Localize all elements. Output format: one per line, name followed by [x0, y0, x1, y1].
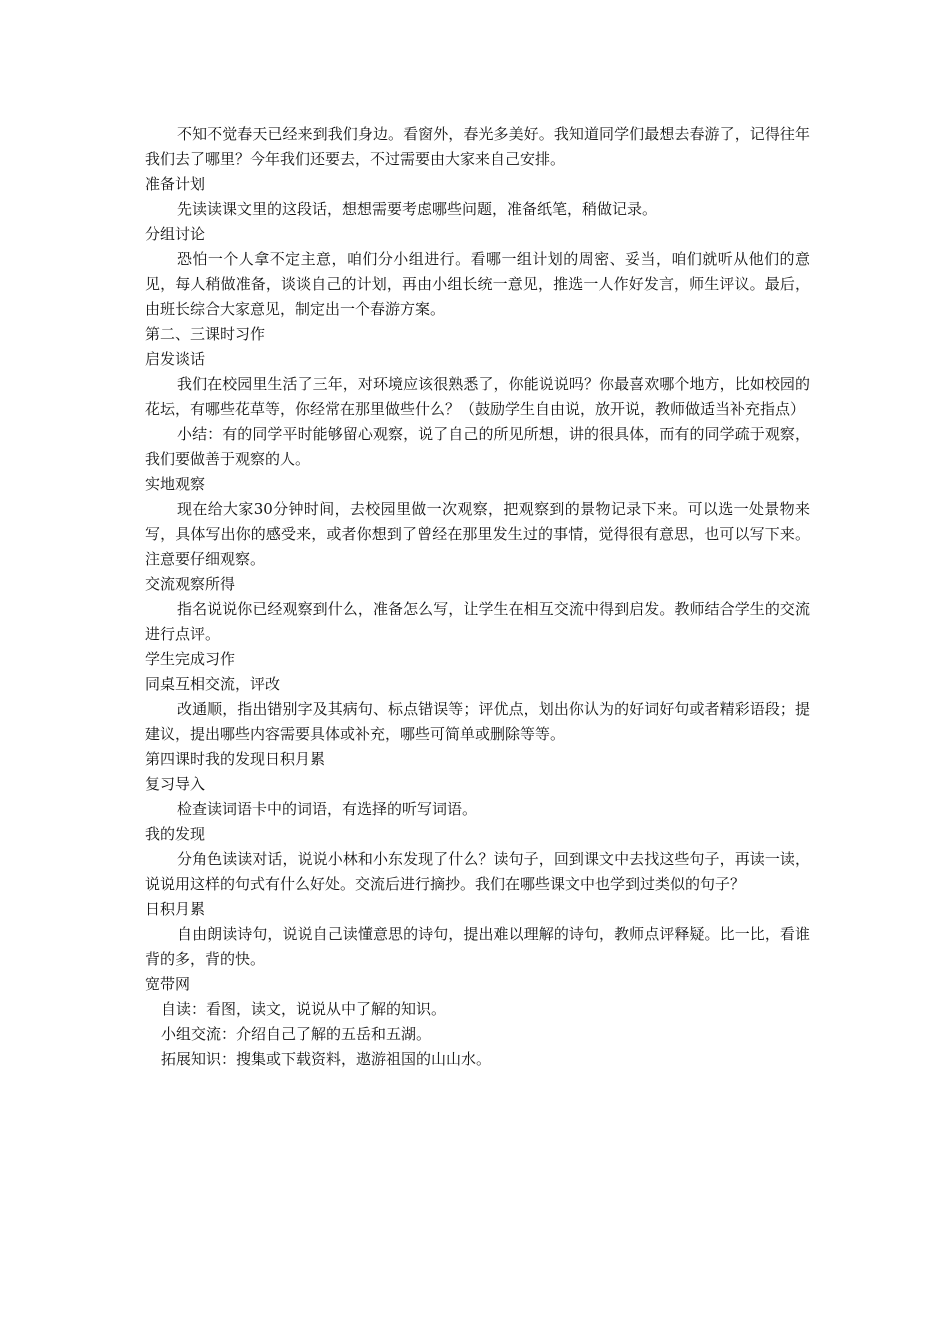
- section-heading-peer-review: 同桌互相交流，评改: [145, 675, 281, 693]
- section-text-exchange-observations: 指名说说你已经观察到什么，准备怎么写，让学生在相互交流中得到启发。教师结合学生的交流进行点评。: [145, 600, 810, 643]
- broadband-item-extend-knowledge: 拓展知识：搜集或下载资料，遨游祖国的山山水。: [161, 1050, 492, 1068]
- section-text-prepare-plan: 先读读课文里的这段话，想想需要考虑哪些问题，准备纸笔，稍做记录。: [177, 200, 658, 218]
- students-complete-heading: 学生完成习作: [145, 650, 236, 668]
- section-text-group-discussion: 恐怕一个人拿不定主意，咱们分小组进行。看哪一组计划的周密、妥当，咱们就听从他们的意见，每人稍做准备，谈谈自己的计划，再由小组长统一意见，推选一人作好发言，师生评议。最后，由班长综合大家意见，制定出一个春游方案。: [145, 250, 810, 318]
- document-page: [145, 122, 810, 1072]
- section-heading-group-discussion: 分组讨论: [145, 225, 206, 243]
- section-text-my-discovery: 分角色读读对话，说说小林和小东发现了什么？读句子，回到课文中去找这些句子，再读一读，说说用这样的句式有什么好处。交流后进行摘抄。我们在哪些课文中也学到过类似的句子？: [145, 850, 810, 893]
- section-text-inspire-talk: 我们在校园里生活了三年，对环境应该很熟悉了，你能说说吗？你最喜欢哪个地方，比如校园的花坛，有哪些花草等，你经常在那里做些什么？（鼓励学生自由说，放开说，教师做适当补充指点）: [145, 375, 810, 418]
- section-heading-exchange-observations: 交流观察所得: [145, 575, 236, 593]
- section-heading-prepare-plan: 准备计划: [145, 175, 206, 193]
- section-text-daily-accumulation: 自由朗读诗句，说说自己读懂意思的诗句，提出难以理解的诗句，教师点评释疑。比一比，看谁背的多，背的快。: [145, 925, 810, 968]
- broadband-item-self-reading: 自读：看图，读文，说说从中了解的知识。: [161, 1000, 447, 1018]
- section-text-peer-review: 改通顺，指出错别字及其病句、标点错误等；评优点，划出你认为的好词好句或者精彩语段；提建议，提出哪些内容需要具体或补充，哪些可简单或删除等等。: [145, 700, 810, 743]
- section-summary-inspire-talk: 小结：有的同学平时能够留心观察，说了自己的所见所想，讲的很具体，而有的同学疏于观察，我们要做善于观察的人。: [145, 425, 810, 468]
- lesson-2-3-heading: 第二、三课时习作: [145, 325, 266, 343]
- intro-paragraph: 不知不觉春天已经来到我们身边。看窗外，春光多美好。我知道同学们最想去春游了，记得往年我们去了哪里？今年我们还要去，不过需要由大家来自己安排。: [145, 125, 810, 168]
- section-heading-inspire-talk: 启发谈话: [145, 350, 206, 368]
- section-text-review-intro: 检查读词语卡中的词语，有选择的听写词语。: [177, 800, 478, 818]
- section-heading-review-intro: 复习导入: [145, 775, 206, 793]
- section-heading-broadband: 宽带网: [145, 975, 191, 993]
- section-text-field-observation: 现在给大家30分钟时间，去校园里做一次观察，把观察到的景物记录下来。可以选一处景物来写，具体写出你的感受来，或者你想到了曾经在那里发生过的事情，觉得很有意思，也可以写下来。注意要仔细观察。: [145, 500, 810, 568]
- section-heading-daily-accumulation: 日积月累: [145, 900, 206, 918]
- section-heading-field-observation: 实地观察: [145, 475, 206, 493]
- section-heading-my-discovery: 我的发现: [145, 825, 206, 843]
- lesson-4-heading: 第四课时我的发现日积月累: [145, 750, 326, 768]
- broadband-item-group-exchange: 小组交流：介绍自己了解的五岳和五湖。: [161, 1025, 432, 1043]
